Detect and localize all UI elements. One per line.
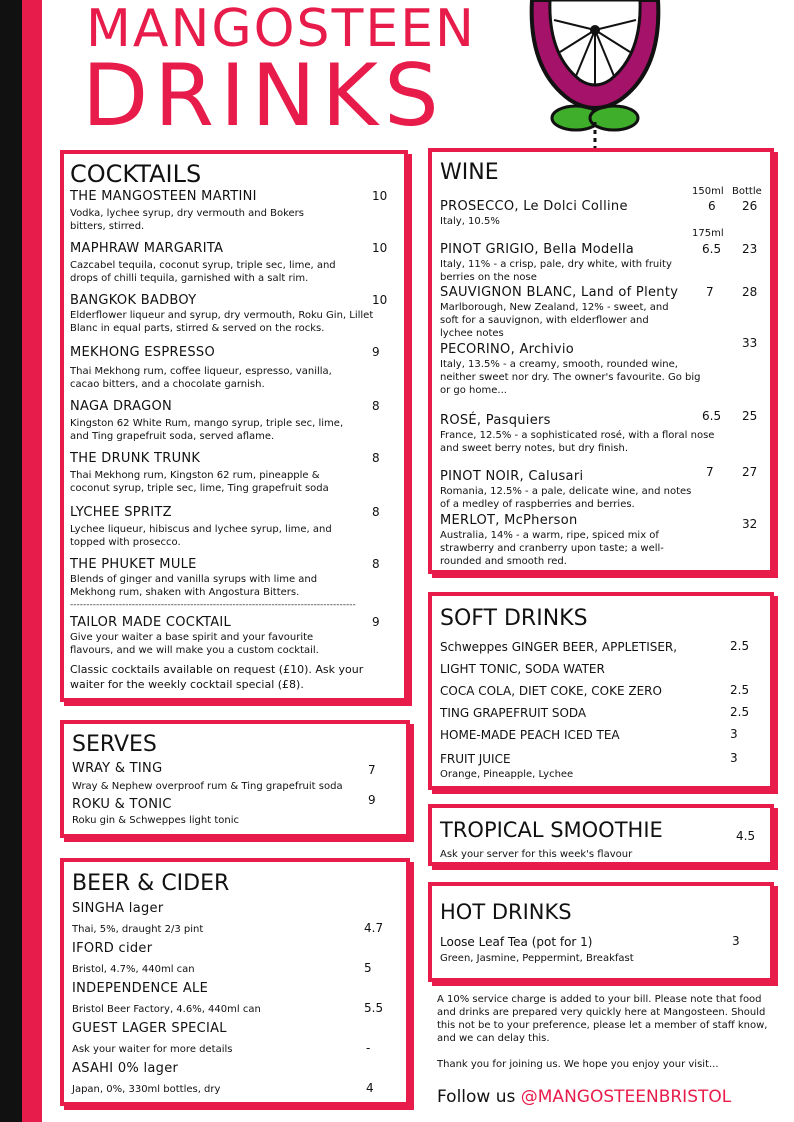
soft-item xyxy=(440,658,762,680)
cocktail-price: 10 xyxy=(372,241,388,255)
soft-item xyxy=(440,680,762,702)
serve-desc: Roku gin & Schweppes light tonic xyxy=(72,815,239,826)
beer-price: 5.5 xyxy=(364,1001,384,1015)
wine-bottle-price: 27 xyxy=(742,465,758,479)
beer-name: GUEST LAGER SPECIAL xyxy=(72,1021,227,1036)
cocktail-name: THE PHUKET MULE xyxy=(70,557,197,572)
cocktail-price: 10 xyxy=(372,189,388,203)
cocktail-item xyxy=(70,614,398,662)
wine-item xyxy=(440,512,770,568)
cocktail-desc: Lychee liqueur, hibiscus and lychee syrup, lime, and topped with prosecco. xyxy=(70,524,332,548)
wine-heading: WINE xyxy=(440,160,499,185)
title-mangosteen: MANGOSTEEN xyxy=(86,0,476,59)
beer-desc: Ask your waiter for more details xyxy=(72,1044,233,1055)
beer-item xyxy=(72,1020,398,1060)
soft-name: LIGHT TONIC, SODA WATER xyxy=(440,662,605,676)
cocktail-name: THE MANGOSTEEN MARTINI xyxy=(70,189,257,204)
wine-item xyxy=(440,336,770,397)
soft-drinks-section xyxy=(428,592,774,790)
wine-glass-price: 7 xyxy=(706,465,714,479)
soft-price: 2.5 xyxy=(730,639,750,653)
cocktail-name: MEKHONG ESPRESSO xyxy=(70,345,215,360)
wine-name: PINOT GRIGIO, Bella Modella xyxy=(440,242,634,257)
serve-price: 9 xyxy=(368,793,376,807)
serve-item xyxy=(72,793,398,830)
serve-item xyxy=(72,760,398,796)
soft-item xyxy=(440,702,762,724)
wine-glass-price: 6.5 xyxy=(702,242,722,256)
soft-price: 2.5 xyxy=(730,683,750,697)
serve-desc: Wray & Nephew overproof rum & Ting grapefruit soda xyxy=(72,781,343,792)
soft-heading: SOFT DRINKS xyxy=(440,606,588,631)
cocktail-item xyxy=(70,188,398,240)
wine-name: PINOT NOIR, Calusari xyxy=(440,469,584,484)
wine-desc: France, 12.5% - a sophisticated rosé, with a floral nose and sweet berry notes, but dry finish. xyxy=(440,430,715,454)
wine-desc: Italy, 10.5% xyxy=(440,216,500,227)
cocktail-price: 8 xyxy=(372,505,380,519)
thanks-text: Thank you for joining us. We hope you enjoy your visit... xyxy=(437,1059,719,1070)
cocktail-item xyxy=(70,556,398,600)
cocktail-name: THE DRUNK TRUNK xyxy=(70,451,201,466)
serve-name: ROKU & TONIC xyxy=(72,797,172,812)
wine-section xyxy=(428,148,774,574)
beer-cider-section xyxy=(60,858,410,1106)
wine-bottle-price: 33 xyxy=(742,336,758,350)
hot-desc: Green, Jasmine, Peppermint, Breakfast xyxy=(440,953,634,964)
wine-bottle-price: 25 xyxy=(742,409,758,423)
hot-name: Loose Leaf Tea (pot for 1) xyxy=(440,935,593,949)
serve-name: WRAY & TING xyxy=(72,761,163,776)
beer-name: IFORD cider xyxy=(72,941,153,956)
beer-desc: Bristol Beer Factory, 4.6%, 440ml can xyxy=(72,1004,261,1015)
cocktails-section xyxy=(60,150,408,702)
service-note xyxy=(437,993,777,1071)
beer-price: 4.7 xyxy=(364,921,384,935)
cocktail-item xyxy=(70,504,398,556)
wine-name: PECORINO, Archivio xyxy=(440,342,575,357)
soft-item xyxy=(440,750,762,768)
wine-item xyxy=(440,241,770,284)
wine-desc: Marlborough, New Zealand, 12% - sweet, and soft for a sauvignon, with elderflower and lychee notes xyxy=(440,302,669,339)
cocktail-name: MAPHRAW MARGARITA xyxy=(70,241,224,256)
cocktail-desc: Blends of ginger and vanilla syrups with lime and Mekhong rum, shaken with Angostura Bitters. xyxy=(70,574,318,598)
beer-desc: Japan, 0%, 330ml bottles, dry xyxy=(72,1084,221,1095)
dashed-separator: ---------------------------------------------------------------------------------------- xyxy=(70,600,356,610)
wine-name: MERLOT, McPherson xyxy=(440,513,578,528)
beer-price: - xyxy=(366,1041,371,1055)
cocktail-name: LYCHEE SPRITZ xyxy=(70,505,172,520)
cocktail-price: 10 xyxy=(372,293,388,307)
smoothie-price: 4.5 xyxy=(736,829,756,843)
col-bottle: Bottle xyxy=(732,186,762,197)
beer-name: INDEPENDENCE ALE xyxy=(72,981,209,996)
beer-item xyxy=(72,1060,398,1100)
beer-item xyxy=(72,900,398,940)
wine-bottle-price: 23 xyxy=(742,242,758,256)
wine-item xyxy=(440,198,770,228)
soft-item xyxy=(440,636,762,658)
soft-name: HOME-MADE PEACH ICED TEA xyxy=(440,728,620,742)
col-150ml: 150ml xyxy=(692,186,724,197)
cocktail-item xyxy=(70,240,398,292)
wine-bottle-price: 26 xyxy=(742,199,758,213)
beer-name: SINGHA lager xyxy=(72,901,164,916)
juice-desc: Orange, Pineapple, Lychee xyxy=(440,769,574,780)
soft-name: COCA COLA, DIET COKE, COKE ZERO xyxy=(440,684,662,698)
cocktail-desc: Give your waiter a base spirit and your favourite flavours, and we will make you a custom cocktail. xyxy=(70,632,319,656)
wine-item xyxy=(440,284,770,340)
wine-bottle-price: 28 xyxy=(742,285,758,299)
smoothie-section xyxy=(428,804,774,866)
cocktail-item xyxy=(70,398,398,450)
beer-item xyxy=(72,980,398,1020)
cocktail-desc: Kingston 62 White Rum, mango syrup, triple sec, lime, and Ting grapefruit soda, served aflame. xyxy=(70,418,344,442)
wine-glass-price: 6.5 xyxy=(702,409,722,423)
beer-heading: BEER & CIDER xyxy=(72,871,230,896)
wine-name: ROSÉ, Pasquiers xyxy=(440,413,551,428)
left-red-stripe xyxy=(22,0,42,1122)
wine-item xyxy=(440,465,770,511)
title-drinks: DRINKS xyxy=(82,46,445,146)
soft-name: TING GRAPEFRUIT SODA xyxy=(440,706,587,720)
hot-price: 3 xyxy=(732,934,740,948)
col-175ml: 175ml xyxy=(692,228,724,239)
cocktail-price: 8 xyxy=(372,557,380,571)
serve-price: 7 xyxy=(368,763,376,777)
wine-desc: Italy, 11% - a crisp, pale, dry white, with fruity berries on the nose xyxy=(440,259,672,283)
beer-name: ASAHI 0% lager xyxy=(72,1061,179,1076)
cocktail-item xyxy=(70,344,398,398)
cocktail-price: 9 xyxy=(372,615,380,629)
left-black-stripe xyxy=(0,0,22,1122)
soft-name: FRUIT JUICE xyxy=(440,752,511,766)
wine-bottle-price: 32 xyxy=(742,517,758,531)
beer-desc: Bristol, 4.7%, 440ml can xyxy=(72,964,195,975)
cocktail-item xyxy=(70,292,398,344)
service-charge-text: A 10% service charge is added to your bill. Please note that food and drinks are prepared very quickly here at Mangosteen. Should this not be to your preference, please let a member of staff know, and we can delay this. xyxy=(437,994,768,1044)
cocktail-desc: Thai Mekhong rum, Kingston 62 rum, pineapple & coconut syrup, triple sec, lime, Ting grapefruit soda xyxy=(70,470,329,494)
beer-desc: Thai, 5%, draught 2/3 pint xyxy=(72,924,204,935)
follow-label: Follow us xyxy=(437,1087,521,1107)
beer-price: 5 xyxy=(364,961,372,975)
hot-heading: HOT DRINKS xyxy=(440,900,572,924)
serves-section xyxy=(60,720,410,838)
cocktail-name: TAILOR MADE COCKTAIL xyxy=(70,615,232,630)
wine-item xyxy=(440,409,770,455)
cocktails-note: Classic cocktails available on request (£10). Ask your waiter for the weekly cocktail special (£8). xyxy=(70,663,364,691)
wine-name: PROSECCO, Le Dolci Colline xyxy=(440,199,628,214)
cocktail-name: BANGKOK BADBOY xyxy=(70,293,197,308)
cocktail-desc: Thai Mekhong rum, coffee liqueur, espresso, vanilla, cacao bitters, and a chocolate garnish. xyxy=(70,366,332,390)
wine-desc: Australia, 14% - a warm, ripe, spiced mix of strawberry and cranberry upon taste; a well-rounded and smooth red. xyxy=(440,530,664,567)
cocktail-price: 9 xyxy=(372,345,380,359)
soft-price: 3 xyxy=(730,751,738,765)
wine-glass-price: 7 xyxy=(706,285,714,299)
soft-price: 2.5 xyxy=(730,705,750,719)
cocktail-price: 8 xyxy=(372,451,380,465)
mangosteen-logo-icon xyxy=(520,0,670,148)
cocktail-desc: Vodka, lychee syrup, dry vermouth and Bokers bitters, stirred. xyxy=(70,208,305,232)
cocktail-item xyxy=(70,450,398,504)
hot-drinks-section xyxy=(428,882,774,982)
smoothie-desc: Ask your server for this week's flavour xyxy=(440,849,633,860)
serves-heading: SERVES xyxy=(72,732,157,757)
cocktail-desc: Elderflower liqueur and syrup, dry vermouth, Roku Gin, Lillet Blanc in equal parts, stirred & served on the rocks. xyxy=(70,310,374,334)
instagram-handle-link[interactable]: @MANGOSTEENBRISTOL xyxy=(520,1087,732,1107)
wine-glass-price: 6 xyxy=(708,199,716,213)
beer-item xyxy=(72,940,398,980)
soft-item xyxy=(440,724,762,746)
cocktail-price: 8 xyxy=(372,399,380,413)
soft-price: 3 xyxy=(730,727,738,741)
cocktail-desc: Cazcabel tequila, coconut syrup, triple sec, lime, and drops of chilli tequila, garnished with a salt rim. xyxy=(70,260,336,284)
cocktails-heading: COCKTAILS xyxy=(70,160,202,188)
cocktail-name: NAGA DRAGON xyxy=(70,399,172,414)
wine-name: SAUVIGNON BLANC, Land of Plenty xyxy=(440,285,679,300)
hot-item xyxy=(440,934,762,965)
beer-price: 4 xyxy=(366,1081,374,1095)
smoothie-title: TROPICAL SMOOTHIE xyxy=(440,818,663,842)
wine-desc: Romania, 12.5% - a pale, delicate wine, and notes of a medley of raspberries and berries. xyxy=(440,486,692,510)
wine-desc: Italy, 13.5% - a creamy, smooth, rounded wine, neither sweet nor dry. The owner's favourite. Go big or go home... xyxy=(440,359,701,396)
follow-us xyxy=(437,1087,731,1107)
soft-name: Schweppes GINGER BEER, APPLETISER, xyxy=(440,640,678,654)
